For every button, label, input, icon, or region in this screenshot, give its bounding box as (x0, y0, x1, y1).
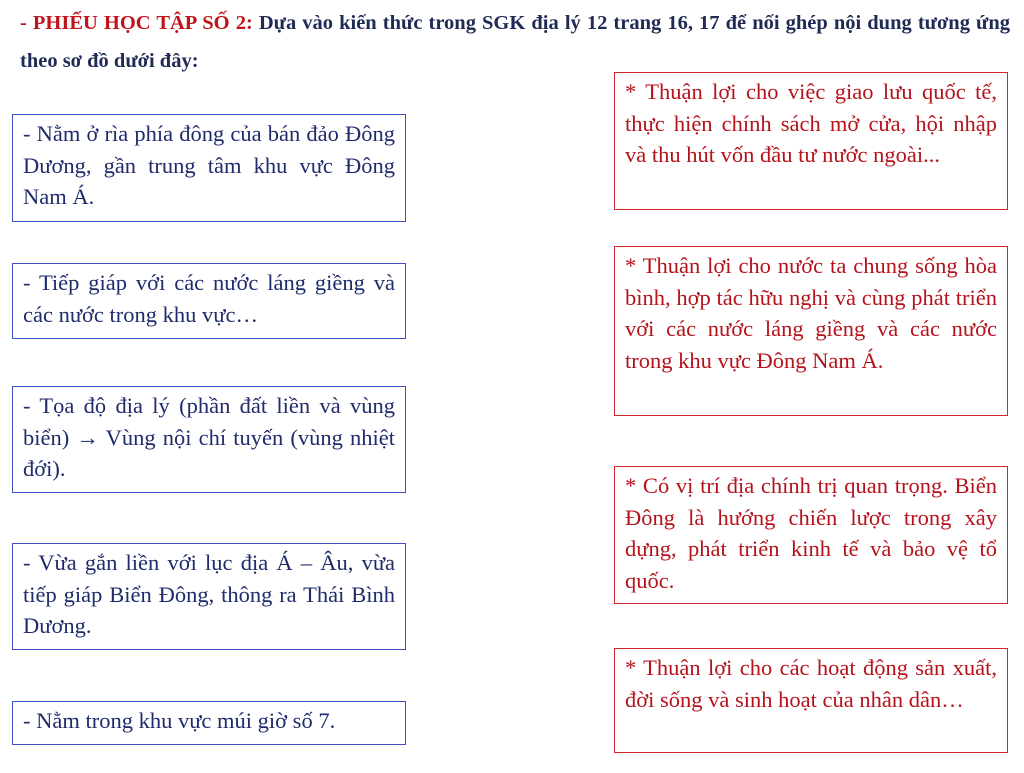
left-box-4[interactable]: - Vừa gắn liền với lục địa Á – Âu, vừa tiếp giáp Biển Đông, thông ra Thái Bình Dương. (12, 543, 406, 650)
worksheet-label: - PHIẾU HỌC TẬP SỐ 2: (20, 12, 253, 34)
right-box-1[interactable]: * Thuận lợi cho việc giao lưu quốc tế, thực hiện chính sách mở cửa, hội nhập và thu hút vốn đầu tư nước ngoài... (614, 72, 1008, 210)
right-box-4[interactable]: * Thuận lợi cho các hoạt động sản xuất, đời sống và sinh hoạt của nhân dân… (614, 648, 1008, 753)
right-box-3[interactable]: * Có vị trí địa chính trị quan trọng. Biển Đông là hướng chiến lược trong xây dựng, phát triển kinh tế và bảo vệ tổ quốc. (614, 466, 1008, 604)
right-box-2[interactable]: * Thuận lợi cho nước ta chung sống hòa bình, hợp tác hữu nghị và cùng phát triển với các nước láng giềng và các nước trong khu vực Đông Nam Á. (614, 246, 1008, 416)
worksheet-header (20, 4, 1010, 80)
left-box-1[interactable]: - Nằm ở rìa phía đông của bán đảo Đông Dương, gần trung tâm khu vực Đông Nam Á. (12, 114, 406, 222)
left-box-2[interactable]: - Tiếp giáp với các nước láng giềng và các nước trong khu vực… (12, 263, 406, 339)
left-box-3[interactable]: - Tọa độ địa lý (phần đất liền và vùng biển) → Vùng nội chí tuyến (vùng nhiệt đới). (12, 386, 406, 493)
worksheet-instruction: Dựa vào kiến thức trong SGK địa lý 12 trang 16, 17 để nối ghép nội dung tương ứng theo sơ đồ dưới đây: (20, 12, 1010, 72)
left-box-5[interactable]: - Nằm trong khu vực múi giờ số 7. (12, 701, 406, 745)
